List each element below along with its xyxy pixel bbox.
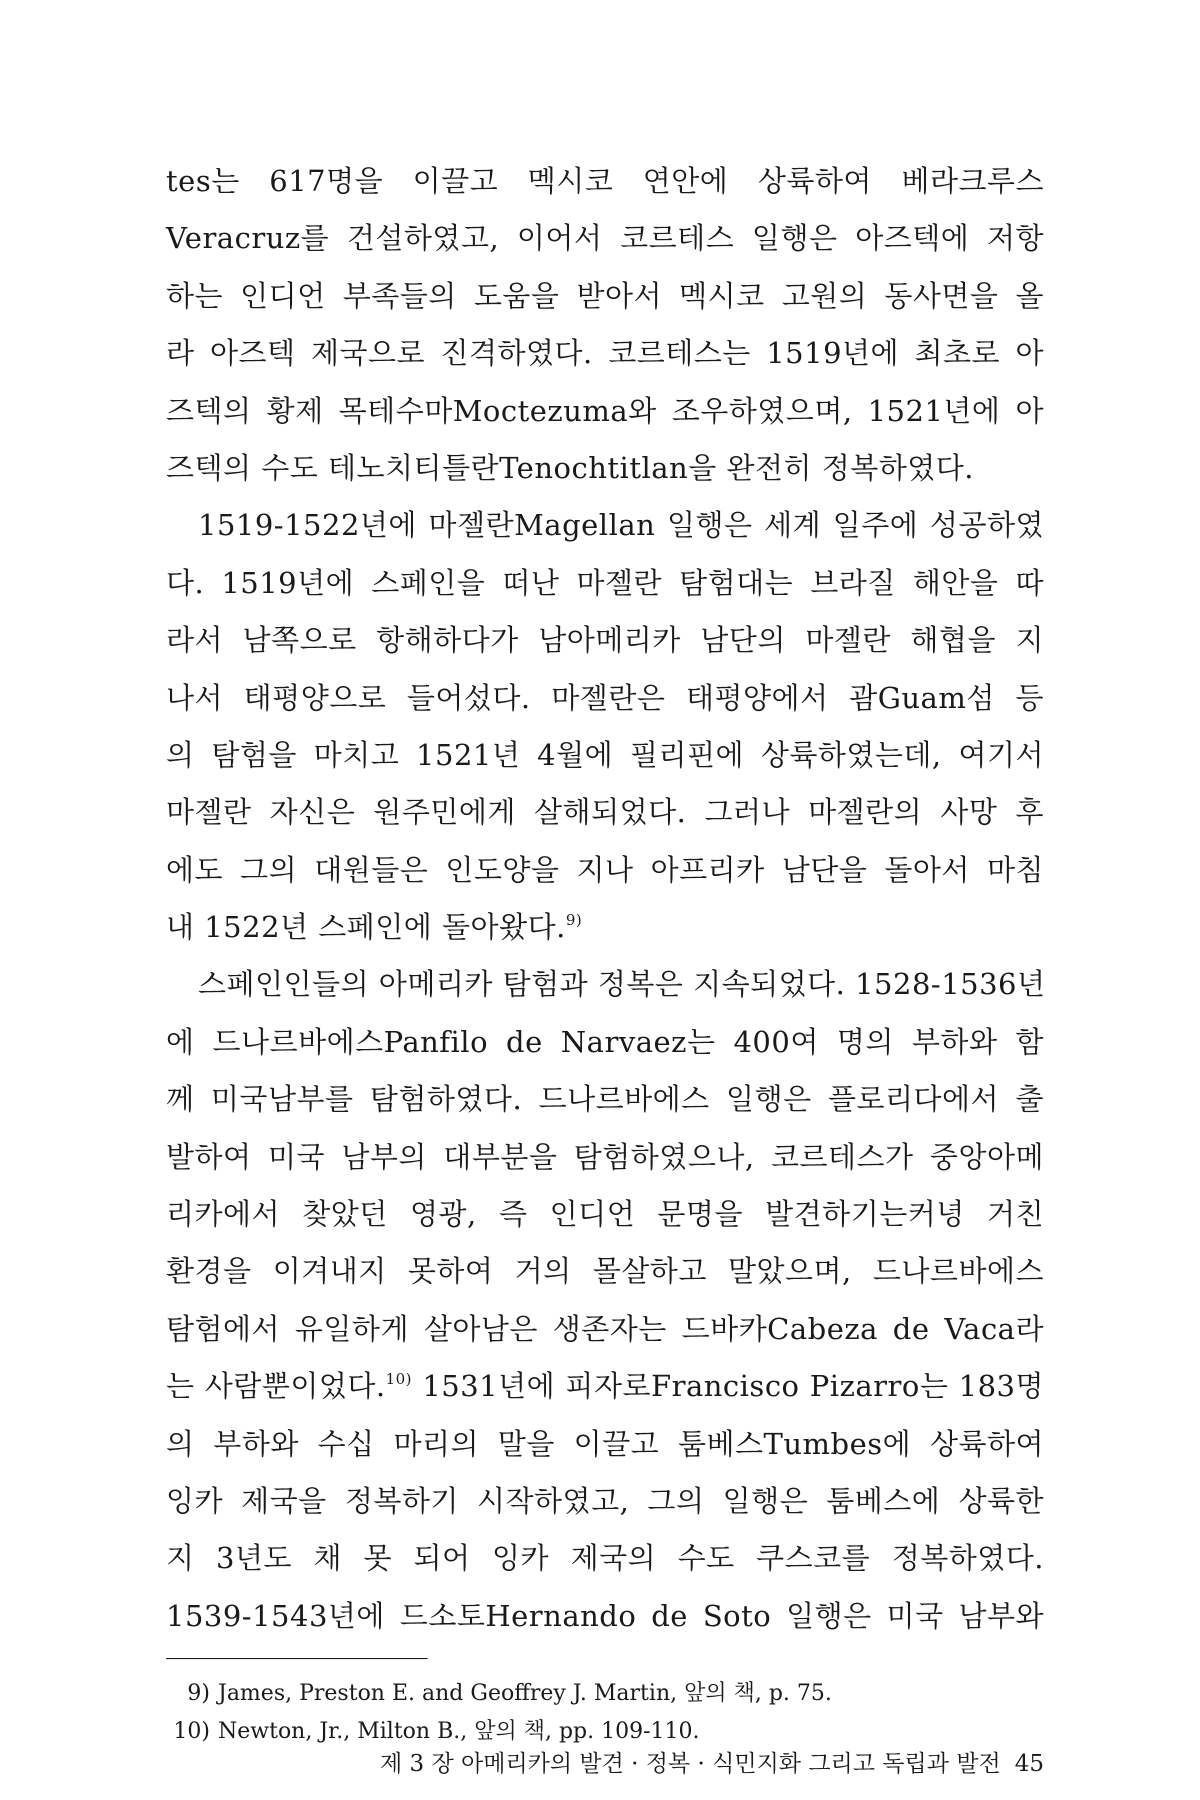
text-line: 라서 남쪽으로 항해하다가 남아메리카 남단의 마젤란 해협을 지 bbox=[166, 623, 1044, 658]
text-segment: 내 1522년 스페인에 돌아왔다. bbox=[166, 910, 566, 945]
text-line: 즈텍의 수도 테노치티틀란Tenochtitlan을 완전히 정복하였다. bbox=[166, 450, 975, 485]
text-line bbox=[166, 1358, 1044, 1415]
text-line: 다. 1519년에 스페인을 떠난 마젤란 탐험대는 브라질 해안을 따 bbox=[166, 565, 1044, 600]
text-line: 하는 인디언 부족들의 도움을 받아서 멕시코 고원의 동사면을 올 bbox=[166, 278, 1044, 313]
text-line: 라 아즈텍 제국으로 진격하였다. 코르테스는 1519년에 최초로 아 bbox=[166, 336, 1044, 371]
text-line: 스페인인들의 아메리카 탐험과 정복은 지속되었다. 1528-1536년 bbox=[198, 967, 1046, 1002]
text-segment: 는 사람뿐이었다. bbox=[166, 1369, 386, 1404]
text-line: 께 미국남부를 탐험하였다. 드나르바에스 일행은 플로리다에서 출 bbox=[166, 1082, 1044, 1117]
text-line: 지 3년도 채 못 되어 잉카 제국의 수도 쿠스코를 정복하였다. bbox=[166, 1541, 1044, 1576]
text-line: 마젤란 자신은 원주민에게 살해되었다. 그러나 마젤란의 사망 후 bbox=[166, 795, 1044, 830]
footnote bbox=[166, 1675, 1044, 1713]
footnote-text: James, Preston E. and Geoffrey J. Martin, 앞의 책, p. 75. bbox=[218, 1681, 832, 1706]
text-line: 1539-1543년에 드소토Hernando de Soto 일행은 미국 남부와 bbox=[166, 1598, 1044, 1633]
text-line: 탐험에서 유일하게 살아남은 생존자는 드바카Cabeza de Vaca라 bbox=[166, 1311, 1044, 1346]
text-line: 발하여 미국 남부의 대부분을 탐험하였으나, 코르테스가 중앙아메 bbox=[166, 1139, 1044, 1174]
footnote-number: 9) bbox=[187, 1681, 210, 1706]
text-line: Veracruz를 건설하였고, 이어서 코르테스 일행은 아즈텍에 저항 bbox=[166, 221, 1044, 256]
text-line: tes는 617명을 이끌고 멕시코 연안에 상륙하여 베라크루스 bbox=[166, 164, 1044, 198]
text-line: 나서 태평양으로 들어섰다. 마젤란은 태평양에서 괌Guam섬 등 bbox=[166, 680, 1044, 715]
body-text bbox=[166, 153, 1044, 1645]
footnote-number: 10) bbox=[173, 1719, 210, 1744]
text-line: 즈텍의 황제 목테수마Moctezuma와 조우하였으며, 1521년에 아 bbox=[166, 393, 1044, 428]
page-footer bbox=[166, 1745, 1044, 1778]
footnote-reference: 9) bbox=[565, 911, 583, 930]
footnote-rule-line bbox=[166, 1658, 428, 1660]
footnote-text: Newton, Jr., Milton B., 앞의 책, pp. 109-110. bbox=[218, 1719, 700, 1744]
text-line: 의 탐험을 마치고 1521년 4월에 필리핀에 상륙하였는데, 여기서 bbox=[166, 737, 1044, 772]
text-line: 잉카 제국을 정복하기 시작하였고, 그의 일행은 툼베스에 상륙한 bbox=[166, 1483, 1044, 1518]
text-line: 환경을 이겨내지 못하여 거의 몰살하고 말았으며, 드나르바에스 bbox=[166, 1254, 1044, 1289]
running-title: 제 3 장 아메리카의 발견 · 정복 · 식민지화 그리고 독립과 발전 bbox=[380, 1751, 1001, 1777]
footnotes bbox=[166, 1675, 1044, 1751]
text-line: 의 부하와 수십 마리의 말을 이끌고 툼베스Tumbes에 상륙하여 bbox=[166, 1426, 1044, 1461]
page-number: 45 bbox=[1014, 1751, 1044, 1777]
text-line: 리카에서 찾았던 영광, 즉 인디언 문명을 발견하기는커녕 거친 bbox=[166, 1197, 1044, 1232]
text-segment: 1531년에 피자로Francisco Pizarro는 183명 bbox=[412, 1369, 1044, 1404]
text-line: 에 드나르바에스Panfilo de Narvaez는 400여 명의 부하와 함 bbox=[166, 1024, 1044, 1059]
footnote-reference: 10) bbox=[385, 1370, 413, 1389]
text-line bbox=[166, 899, 1044, 956]
text-line: 1519-1522년에 마젤란Magellan 일행은 세계 일주에 성공하였 bbox=[198, 508, 1044, 543]
text-line: 에도 그의 대원들은 인도양을 지나 아프리카 남단을 돌아서 마침 bbox=[166, 852, 1044, 887]
